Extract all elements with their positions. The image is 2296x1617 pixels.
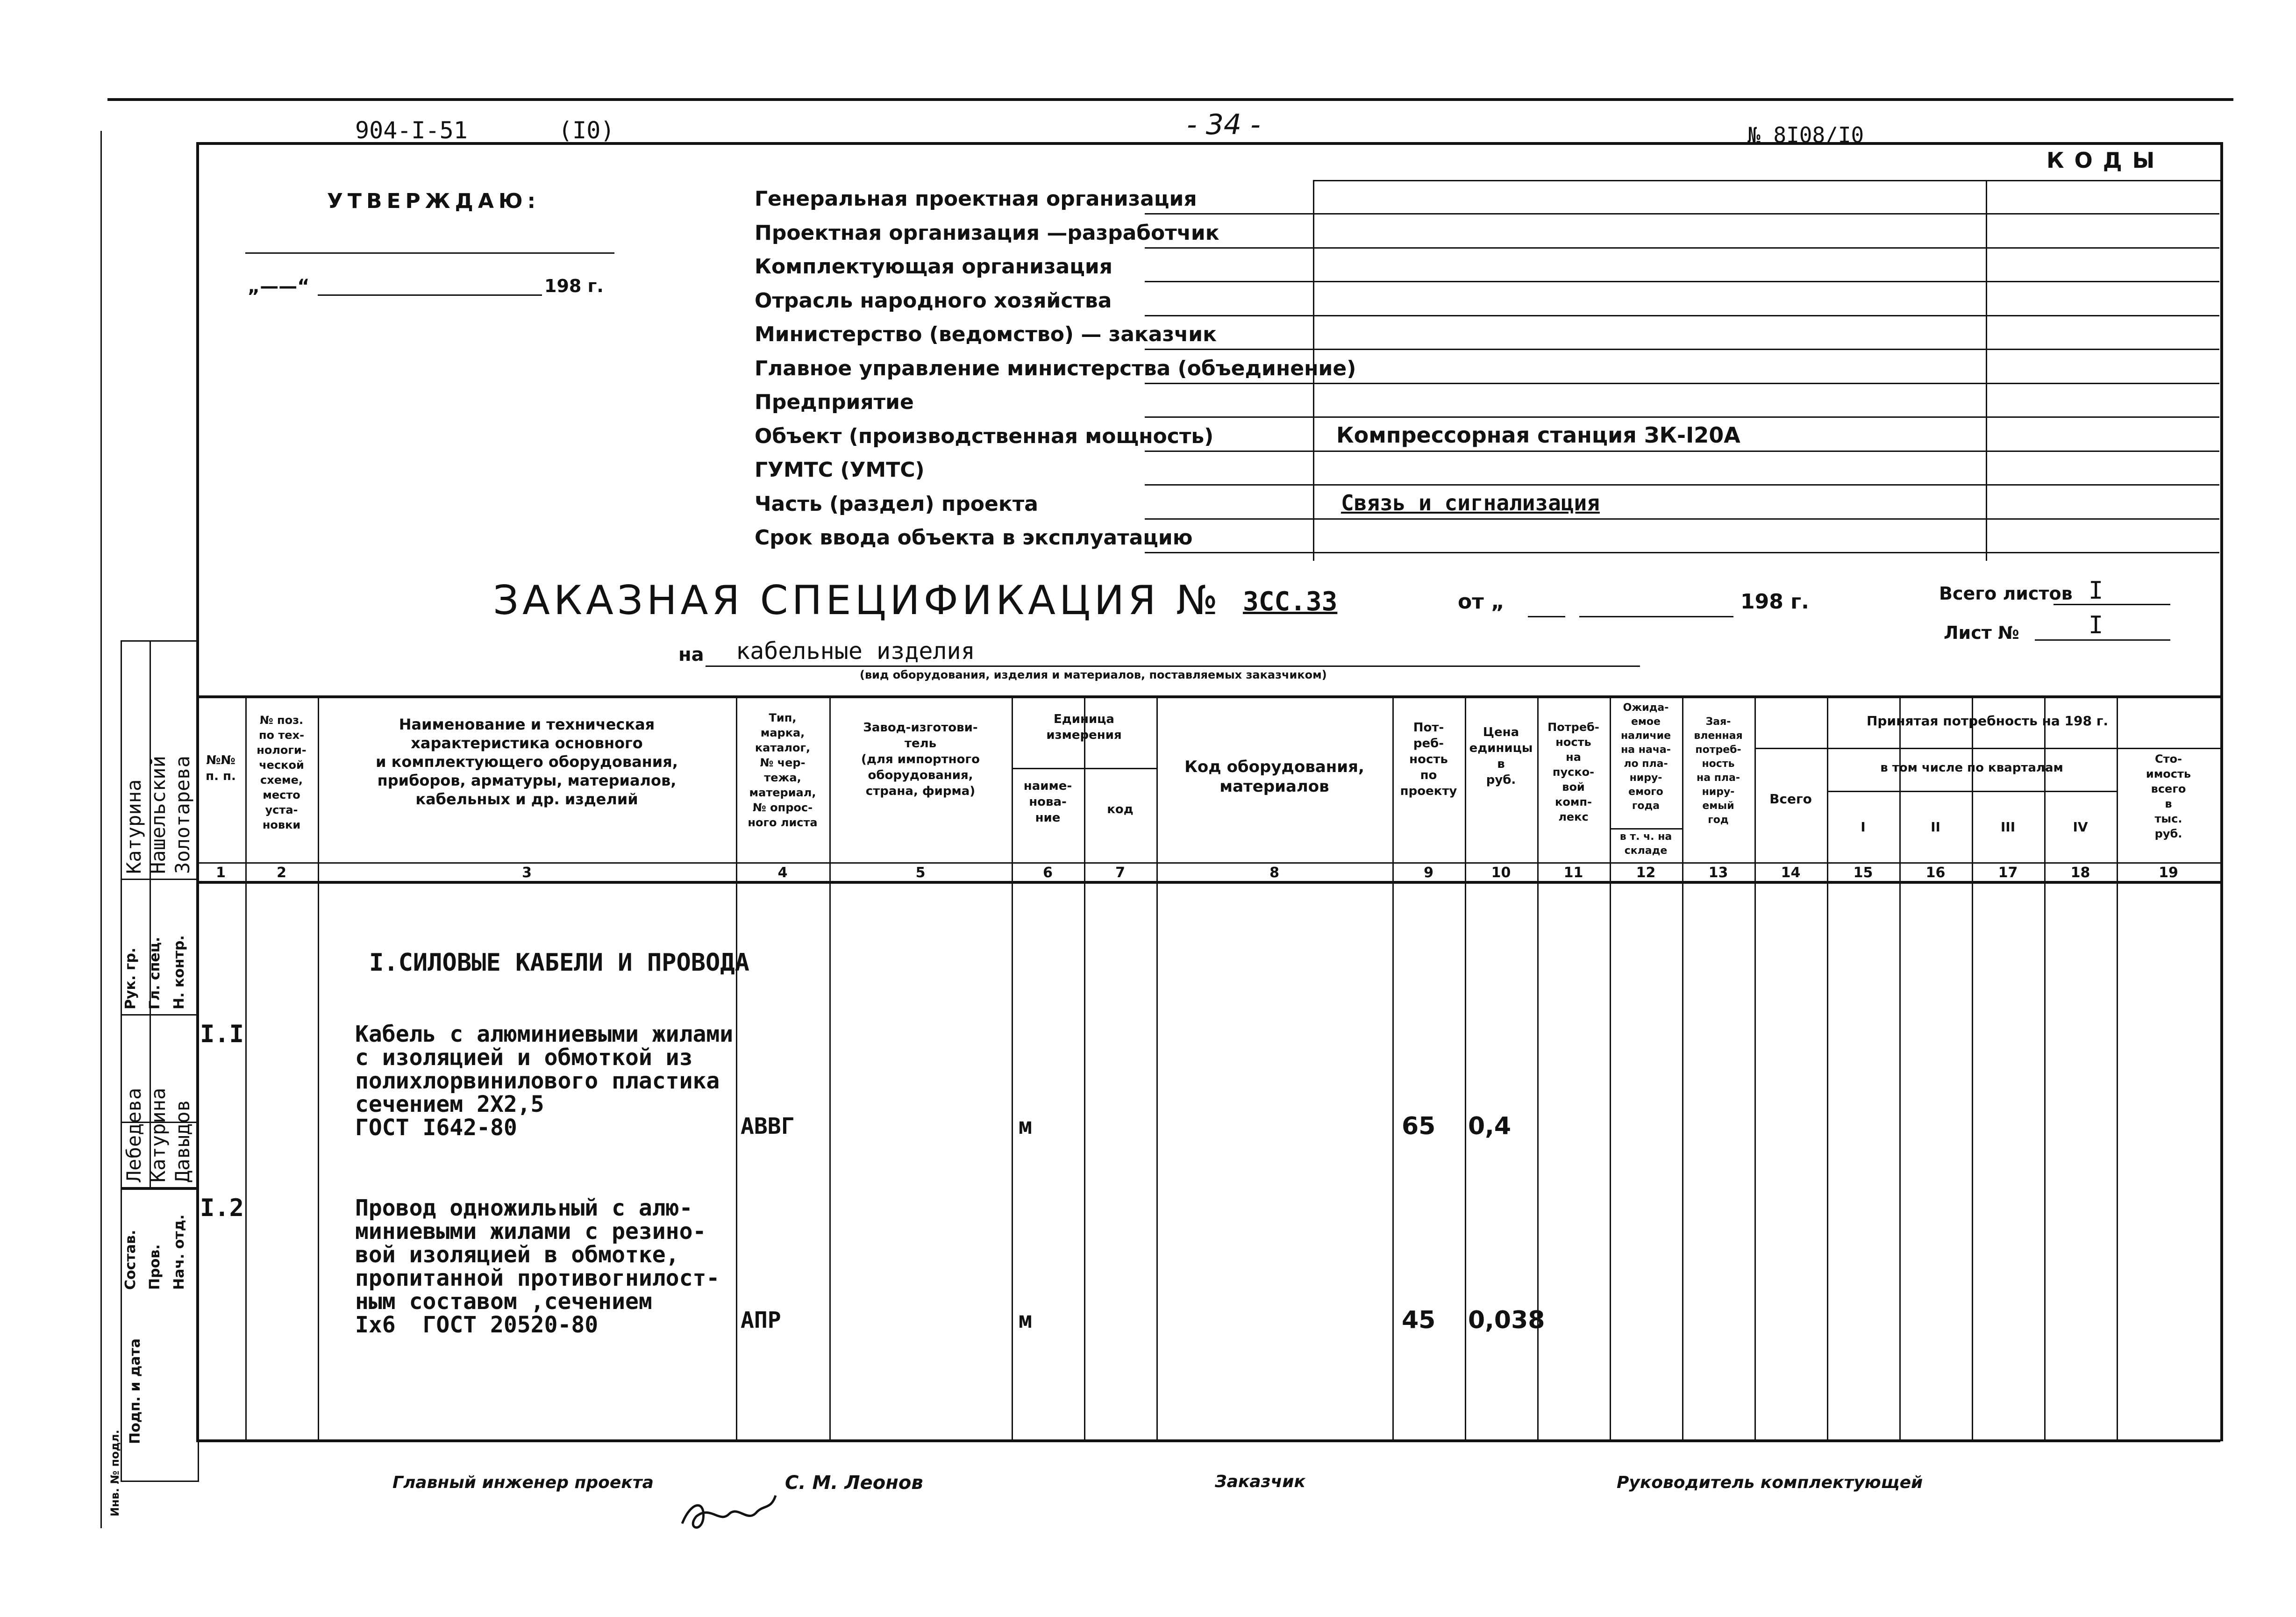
codes-label: КОДЫ [2046, 148, 2165, 173]
row-name: Провод одножильный с алю- миниевыми жилами с резино- вой изоляцией в обмотке, пропитанной противогнилост- ным составом ,сечением Iх6 ГОСТ 20520-80 [355, 1195, 720, 1338]
col-header-position: № поз. по тех- нологи- ческой схеме, место уста- новки [257, 714, 307, 831]
org-value: Связь и сигнализация [1341, 490, 1600, 515]
stamp-name: Катурина [147, 1088, 170, 1182]
col-header-expected-stock: в т. ч. на складе [1619, 831, 1672, 857]
org-label: Главное управление министерства (объединение) [755, 356, 1356, 380]
approval-date-prefix: „——“ [248, 276, 310, 297]
col-header-quarter: I [1861, 819, 1866, 835]
column-number: 16 [1925, 865, 1946, 881]
doc-code: 904-I-51 [355, 117, 468, 144]
row-unit: м [1019, 1113, 1032, 1139]
stamp-sign-date: Подп. и дата [127, 1338, 143, 1444]
stamp-role: Н. контр. [171, 935, 187, 1009]
org-label: Объект (производственная мощность) [755, 424, 1214, 448]
row-price: 0,038 [1468, 1306, 1545, 1334]
column-number: 8 [1269, 865, 1279, 881]
column-number: 1 [216, 865, 226, 881]
stamp-name: Катурина [122, 779, 145, 874]
stamp-inv: Инв. № подл. [108, 1430, 121, 1517]
inventory-number: № 8I08/I0 [1747, 122, 1864, 148]
org-label: Срок ввода объекта в эксплуатацию [755, 526, 1193, 550]
row-qty: 65 [1402, 1112, 1436, 1140]
chief-engineer-name: С. М. Леонов [785, 1472, 923, 1494]
row-type: АВВГ [741, 1113, 795, 1139]
approval-year: 198 г. [544, 276, 604, 296]
col-header-unit: Единица измерения [1046, 712, 1122, 742]
customer-label: Заказчик [1215, 1472, 1305, 1491]
org-label: Министерство (ведомство) — заказчик [755, 322, 1217, 346]
org-label: Генеральная проектная организация [755, 187, 1197, 211]
approval-title: УТВЕРЖДАЮ: [327, 189, 541, 213]
column-number: 7 [1115, 865, 1125, 881]
org-label: Отрасль народного хозяйства [755, 288, 1112, 313]
row-number: I.I [200, 1020, 244, 1048]
section-title: I.СИЛОВЫЕ КАБЕЛИ И ПРОВОДА [369, 949, 749, 977]
org-value: Компрессорная станция ЗК-I20А [1336, 422, 1740, 448]
chief-engineer-label: Главный инженер проекта [392, 1473, 654, 1492]
column-number: 12 [1636, 865, 1656, 881]
stamp-role: Состав. [122, 1230, 139, 1290]
org-label: Предприятие [755, 390, 914, 414]
row-number: I.2 [200, 1194, 244, 1222]
spec-number: ЗСС.33 [1243, 587, 1338, 617]
stamp-role: Гл. спец. [147, 937, 163, 1009]
col-header-unit-name: наиме- нова- ние [1023, 779, 1072, 825]
supplier-head-label: Руководитель комплектующей [1617, 1473, 1923, 1492]
column-number: 14 [1781, 865, 1801, 881]
column-number: 17 [1998, 865, 2018, 881]
row-unit: м [1019, 1307, 1032, 1333]
on-label: на [678, 644, 704, 665]
column-number: 4 [777, 865, 788, 881]
col-header-quarter: IV [2073, 819, 2088, 835]
org-label: Проектная организация —разработчик [755, 221, 1219, 245]
col-header-equipment-code: Код оборудования, материалов [1184, 758, 1364, 796]
stamp-name: Лебедева [122, 1088, 145, 1182]
total-sheets: I [2089, 577, 2103, 605]
spec-from-label: от „ [1458, 590, 1505, 614]
col-header-accepted: Принятая потребность на 198 г. [1867, 713, 2108, 729]
column-number: 18 [2070, 865, 2090, 881]
org-label: ГУМТС (УМТС) [755, 458, 925, 482]
sheet-number: I [2089, 611, 2103, 639]
column-number: 15 [1853, 865, 1873, 881]
stamp-role: Нач. отд. [171, 1214, 187, 1290]
column-number: 9 [1424, 865, 1433, 881]
col-header-quarters: в том числе по кварталам [1880, 761, 2063, 775]
spec-subject-caption: (вид оборудования, изделия и материалов, поставляемых заказчиком) [860, 668, 1327, 681]
col-header-need: Пот- реб- ность по проекту [1400, 721, 1457, 798]
row-type: АПР [741, 1307, 781, 1333]
column-number: 6 [1043, 865, 1053, 881]
col-header-unit-code: код [1107, 802, 1134, 816]
org-label: Комплектующая организация [755, 255, 1112, 279]
col-header-name: Наименование и техническая характеристика основного и комплектующего оборудования, приборов, арматуры, материалов, кабельных и др. изделий [376, 715, 678, 808]
col-header-type: Тип, марка, каталог, № чер- тежа, материал, № опрос- ного листа [748, 711, 818, 829]
col-header-quarter: II [1931, 819, 1940, 835]
stamp-role: Пров. [147, 1244, 163, 1290]
spec-subject: кабельные изделия [736, 637, 975, 665]
col-header-price: Цена единицы в руб. [1469, 725, 1533, 787]
col-header-cost: Сто- имость всего в тыс. руб. [2146, 752, 2191, 840]
row-name: Кабель с алюминиевыми жилами с изоляцией и обмоткой из полихлорвинилового пластика сечением 2Х2,5 ГОСТ I642-80 [355, 1021, 734, 1141]
col-header-quarter: III [2000, 819, 2016, 835]
row-qty: 45 [1402, 1306, 1436, 1334]
col-header-declared: Зая- вленная потреб- ность на пла- ниру- емый год [1694, 716, 1743, 826]
total-sheets-label: Всего листов [1939, 583, 2073, 604]
sheet-label: Лист № [1944, 622, 2019, 643]
col-header-expected: Ожида- емое наличие на нача- ло пла- ниру- емого года [1620, 702, 1671, 812]
spec-title: ЗАКАЗНАЯ СПЕЦИФИКАЦИЯ № [493, 577, 1222, 624]
column-number: 13 [1708, 865, 1728, 881]
org-label: Часть (раздел) проекта [755, 492, 1038, 516]
stamp-name: Нашельский [147, 756, 170, 874]
column-number: 2 [277, 865, 286, 881]
col-header-total: Всего [1769, 791, 1812, 807]
column-number: 11 [1563, 865, 1583, 881]
column-number: 5 [915, 865, 926, 881]
page-number: - 34 - [1187, 108, 1261, 141]
stamp-name: Золотарева [171, 756, 194, 874]
chief-engineer-signature [677, 1491, 780, 1538]
spec-year: 198 г. [1740, 590, 1809, 614]
doc-variant: (I0) [558, 117, 615, 144]
row-price: 0,4 [1468, 1112, 1512, 1140]
column-number: 10 [1491, 865, 1511, 881]
col-header-num: №№ п. п. [206, 753, 236, 783]
col-header-maker: Завод-изготови- тель (для импортного оборудования, страна, фирма) [861, 721, 980, 798]
stamp-name: Давыдов [171, 1099, 194, 1182]
col-header-startup: Потреб- ность на пуско- вой комп- лекс [1547, 721, 1599, 823]
stamp-role: Рук. гр. [122, 947, 139, 1009]
column-number: 19 [2159, 865, 2178, 881]
column-number: 3 [522, 865, 532, 881]
